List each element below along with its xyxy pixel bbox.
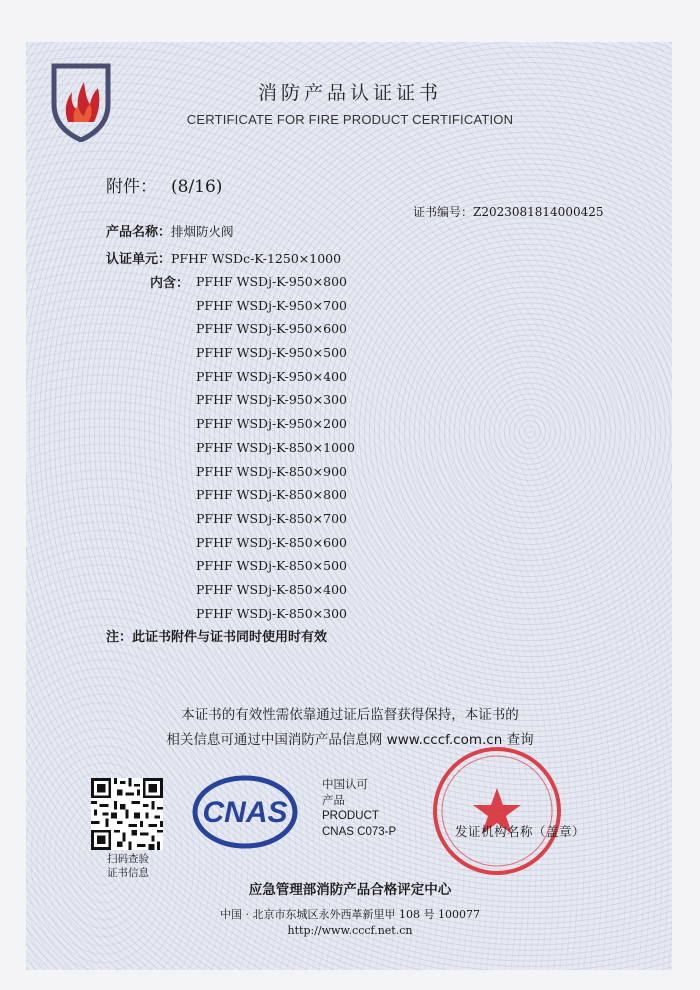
- cnas-accreditation-text: [322, 778, 396, 840]
- model-item: PFHF WSDj-K-850×500: [196, 558, 348, 574]
- issuer-address: 中国 · 北京市东城区永外西革新里甲 108 号 100077: [220, 908, 480, 921]
- certificate-title-cn: 消防产品认证证书: [257, 82, 442, 104]
- model-item: PFHF WSDj-K-850×300: [196, 605, 348, 621]
- qr-code[interactable]: [91, 778, 163, 850]
- cnas-line1: 中国认可: [322, 779, 368, 791]
- certification-unit-label: 认证单元：: [106, 252, 172, 267]
- qr-caption-line1: 扫码查验: [107, 853, 149, 865]
- certificate-title-en: CERTIFICATE FOR FIRE PRODUCT CERTIFICATION: [186, 112, 514, 127]
- cnas-line3: PRODUCT: [322, 810, 379, 822]
- product-name-label: 产品名称：: [106, 225, 172, 240]
- validity-note: 注：此证书附件与证书同时使用时有效: [106, 630, 328, 645]
- model-item: PFHF WSDj-K-950×800: [196, 274, 348, 289]
- issuing-center-name: 应急管理部消防产品合格评定中心: [248, 882, 452, 898]
- model-item: PFHF WSDj-K-850×600: [196, 534, 348, 550]
- validity-statement-line1: 本证书的有效性需依靠通过证后监督获得保持，本证书的: [181, 707, 519, 723]
- appendix-label: 附件：: [106, 177, 157, 197]
- cnas-logo: [190, 772, 300, 852]
- official-seal-stamp: [428, 742, 566, 880]
- model-item: PFHF WSDj-K-950×400: [196, 368, 348, 384]
- qr-caption-line2: 证书信息: [107, 867, 149, 879]
- product-name-value: 排烟防火阀: [171, 224, 234, 239]
- appendix-heading: [106, 172, 222, 197]
- certification-unit-row: [106, 248, 341, 267]
- certificate-number: 证书编号：Z2023081814000425: [413, 205, 604, 219]
- model-item: PFHF WSDj-K-950×200: [196, 416, 348, 432]
- model-item: PFHF WSDj-K-950×300: [196, 392, 348, 408]
- product-name-row: [106, 221, 234, 240]
- model-item: PFHF WSDj-K-850×700: [196, 510, 348, 526]
- cnas-logo-text: CNAS: [202, 796, 288, 829]
- issuer-website-link[interactable]: http://www.cccf.net.cn: [287, 924, 413, 937]
- model-item: PFHF WSDj-K-850×1000: [196, 439, 355, 455]
- cnas-line2: 产品: [322, 794, 345, 807]
- issuer-label: 发证机构名称（盖章）: [455, 824, 586, 839]
- cnas-line4: CNAS C073-P: [322, 825, 397, 838]
- model-item: PFHF WSDj-K-850×800: [196, 487, 348, 503]
- model-item: PFHF WSDj-K-850×400: [196, 581, 348, 597]
- model-item: PFHF WSDj-K-950×500: [196, 345, 348, 361]
- model-list: [196, 270, 396, 625]
- model-item: PFHF WSDj-K-850×900: [196, 463, 348, 479]
- certification-unit-value: PFHF WSDc-K-1250×1000: [171, 251, 342, 266]
- validity-statement-line2: 相关信息可通过中国消防产品信息网 www.cccf.com.cn 查询: [166, 732, 534, 748]
- qr-caption: [88, 852, 168, 880]
- model-item: PFHF WSDj-K-950×600: [196, 321, 348, 337]
- model-item: PFHF WSDj-K-950×700: [196, 297, 348, 313]
- appendix-page: (8/16): [171, 177, 223, 197]
- contains-label: 内含：: [150, 276, 190, 291]
